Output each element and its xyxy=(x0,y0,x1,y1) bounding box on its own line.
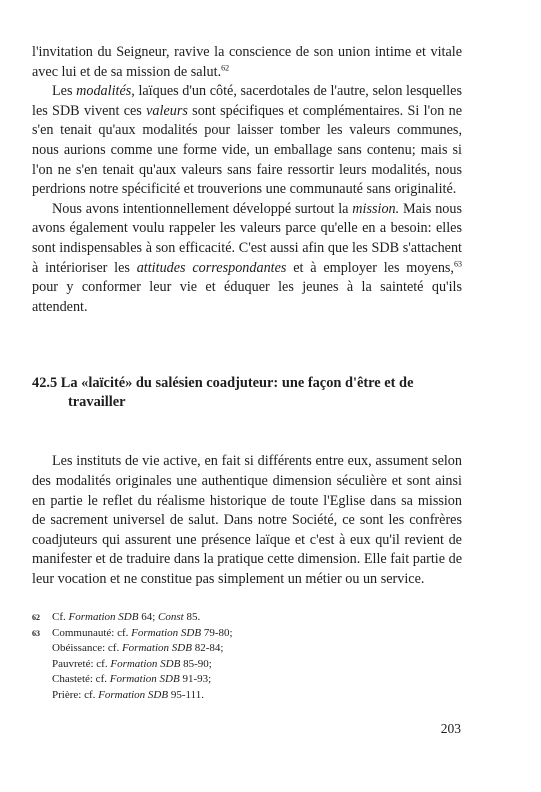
footnote-italic: Formation SDB xyxy=(68,611,139,624)
footnote-text: Prière: cf. xyxy=(52,688,99,701)
page-body xyxy=(32,43,462,703)
paragraph-1 xyxy=(32,43,462,82)
footnote-italic: Formation SDB xyxy=(131,626,202,639)
paragraph-text: pour y conformer leur vie et éduquer les jeunes à la sainteté qu'ils attendent. xyxy=(32,279,462,315)
emphasis-text: mission. xyxy=(352,200,400,217)
paragraph-text: Mais nous avons également voulu rappeler les valeurs parce qu'elle en a besoin: elles sont indispensables à son efficacité. C'est aussi afin que les SDB s'attachent à intérioriser les xyxy=(32,200,462,276)
footnote-text: 79-80; xyxy=(201,626,233,639)
page-number: 203 xyxy=(440,721,461,736)
footnote-italic: Const xyxy=(158,611,184,624)
paragraph-2 xyxy=(32,82,462,200)
footnotes xyxy=(32,610,462,702)
footnote-text: 64; xyxy=(138,611,159,624)
footnote-italic: Formation SDB xyxy=(121,642,192,655)
footnote-text: Pauvreté: cf. xyxy=(52,657,111,670)
footnote-63 xyxy=(32,626,462,641)
footnote-italic: Formation SDB xyxy=(110,657,181,670)
paragraph-4: Les instituts de vie active, en fait si différents entre eux, assument selon des modalités originales une authentique dimension séculière et sont ainsi en partie le reflet du réalisme historique de toute l'Eglise dans sa mission de sacrement universel de salut. Dans notre Société, ce sont les confrères coadjuteurs qui assurent une présence laïque et c'est à eux qu'il revient de manifester et de traduire dans la pratique cette dimension. Elle fait partie de leur vocation et ne constitue pas simplement un métier ou un service. xyxy=(32,453,462,587)
footnote-62 xyxy=(32,610,462,625)
footnote-text: Chasteté: cf. xyxy=(52,673,110,686)
paragraph-text: Nous avons intentionnellement développé surtout la xyxy=(52,200,353,217)
paragraph-text: et à employer les moyens, xyxy=(286,259,454,276)
paragraph-text: Les xyxy=(52,83,77,100)
footnote-text: 91-93; xyxy=(179,673,212,686)
emphasis-text: valeurs xyxy=(146,102,188,119)
footnote-text: 82-84; xyxy=(191,642,224,655)
footnote-text: Cf. xyxy=(52,611,69,624)
footnote-63-line xyxy=(32,672,462,687)
emphasis-text: attitudes correspondantes xyxy=(136,259,287,276)
section-heading: 42.5 La «laïcité» du salésien coadjuteur: une façon d'être et de travailler xyxy=(32,375,414,411)
footnote-text: Communauté: cf. xyxy=(52,626,132,639)
footnote-text: 95-111. xyxy=(168,688,204,701)
paragraph-3 xyxy=(32,200,462,318)
footnote-italic: Formation SDB xyxy=(109,673,180,686)
emphasis-text: modalités, xyxy=(76,83,135,100)
footnote-text: Obéissance: cf. xyxy=(52,642,122,655)
footnote-63-line xyxy=(32,641,462,656)
footnote-63-line xyxy=(32,657,462,672)
paragraph-text: sont spécifiques et complémentaires. Si l'on ne s'en tenait qu'aux modalités pour laisser tomber les valeurs communes, nous aurions comme une forme vide, un emballage sans contenu; mais si l'on ne s'en tenait qu'aux valeurs sans faire ressortir leurs modalités, nous perdrions notre spécificité et trouverions une communauté sans originalité. xyxy=(32,102,463,198)
footnote-text: 85. xyxy=(183,611,201,624)
footnote-italic: Formation SDB xyxy=(98,688,169,701)
paragraph-text: laïques d'un côté, sacerdotales de l'autre, selon lesquelles les SDB vivent ces xyxy=(32,83,462,119)
footnote-marker: 62 xyxy=(32,613,40,623)
footnote-text: 85-90; xyxy=(180,657,212,670)
footnote-63-line xyxy=(32,688,462,703)
paragraph-text: l'invitation du Seigneur, ravive la conscience de son union intime et vitale avec lui et de sa mission de salut. xyxy=(32,44,462,80)
footnote-ref-62[interactable]: 62 xyxy=(221,62,230,72)
footnote-marker: 63 xyxy=(32,628,40,638)
footnote-ref-63[interactable]: 63 xyxy=(453,258,462,268)
